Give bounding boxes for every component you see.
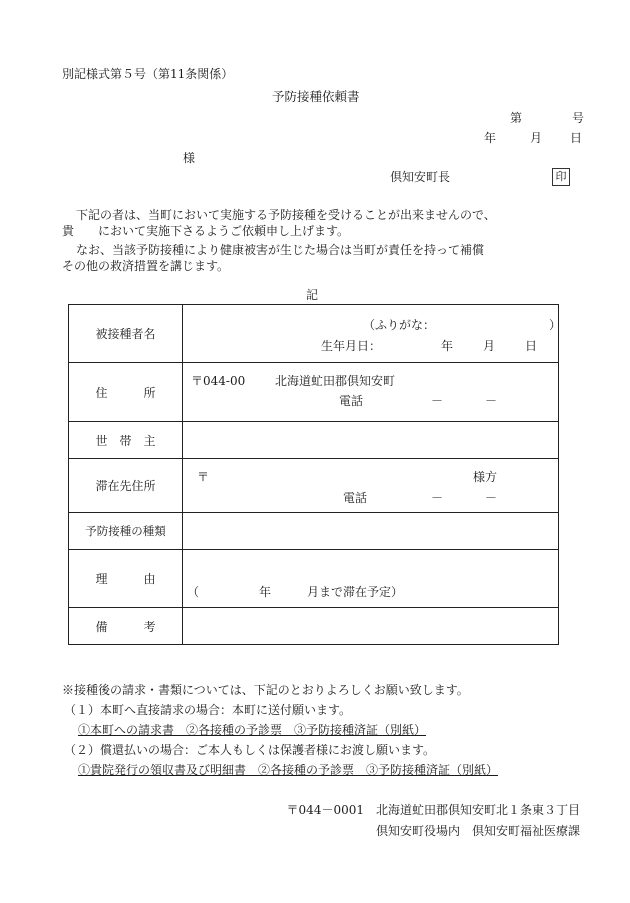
notes-case-1-items: ①本町への請求書 ②各接種の予診票 ③予防接種済証（別紙） (78, 723, 427, 737)
reason-cell[interactable] (183, 550, 559, 608)
row-stay-address (69, 459, 559, 513)
form-number: 別記様式第５号（第11条関係） (62, 67, 234, 81)
patient-name-label: 被接種者名 (69, 305, 183, 363)
phone-label: 電話 (339, 394, 364, 408)
birthdate-label: 生年月日： (321, 339, 382, 353)
notes-case-2-items: ①貴院発行の領収書及び明細書 ②各接種の予診票 ③予防接種済証（別紙） (78, 763, 499, 777)
doc-number-suffix: 号 (572, 111, 585, 125)
notes-intro: ※接種後の請求・書類については、下記のとおりよろしくお願い致します。 (62, 683, 469, 697)
para1-line2: 貴 において実施下さるようご依頼申し上げます。 (62, 224, 350, 238)
row-remarks (69, 608, 559, 645)
date-year: 年 (484, 131, 497, 145)
stay-phone-label: 電話 (343, 491, 368, 505)
request-form-table (68, 304, 562, 645)
stay-address-cell[interactable] (183, 459, 559, 513)
date-day: 日 (570, 131, 583, 145)
stay-address-label: 滞在先住所 (69, 459, 183, 513)
para2-line1: なお、当該予防接種により健康被害が生じた場合は当町が責任を持って補償 (76, 243, 485, 257)
vaccine-type-label: 予防接種の種類 (69, 513, 183, 550)
footer-office: 倶知安町役場内 倶知安町福祉医療課 (375, 824, 580, 838)
stay-phone-dash-1: － (431, 491, 444, 505)
date-month: 月 (530, 131, 543, 145)
address-label: 住 所 (69, 363, 183, 422)
patient-name-cell[interactable] (183, 305, 562, 363)
stay-phone-dash-2: － (485, 491, 498, 505)
doc-number-prefix: 第 (510, 111, 523, 125)
furigana-field: （ふりがな： ） (363, 318, 562, 332)
issuer-name: 倶知安町長 (390, 170, 451, 184)
row-vaccine-type (69, 513, 559, 550)
remarks-cell[interactable] (183, 608, 559, 645)
ki-heading: 記 (306, 288, 319, 302)
birth-month: 月 (483, 339, 496, 353)
postal-code: 〒044-00 (191, 374, 246, 388)
footer-address: 〒044－0001 北海道虻田郡倶知安町北１条東３丁目 (286, 803, 580, 817)
request-paragraph (62, 207, 602, 274)
birth-year: 年 (441, 339, 454, 353)
reason-label: 理 由 (69, 550, 183, 608)
billing-notes (62, 682, 602, 782)
para2-line2: その他の救済措置を講じます。 (62, 259, 230, 273)
addressee-suffix: 様 (183, 151, 196, 165)
document-title: 予防接種依頼書 (272, 89, 360, 104)
row-address (69, 363, 559, 422)
remarks-label: 備 考 (69, 608, 183, 645)
birth-day: 日 (525, 339, 538, 353)
row-reason (69, 550, 559, 608)
row-patient-name (69, 305, 559, 363)
address-value: 北海道虻田郡倶知安町 (275, 374, 396, 388)
stay-sama-kata: 様方 (473, 470, 498, 484)
seal-mark: 印 (552, 168, 570, 186)
reason-stay-period: （ 年 月まで滞在予定） (187, 585, 404, 599)
row-householder (69, 422, 559, 459)
address-cell[interactable] (183, 363, 559, 422)
phone-dash-2: － (485, 394, 498, 408)
householder-label: 世 帯 主 (69, 422, 183, 459)
para1-line1: 下記の者は、当町において実施する予防接種を受けることが出来ませんので、 (76, 208, 496, 222)
stay-postal-mark: 〒 (197, 470, 210, 484)
notes-case-2: （２）償還払いの場合：ご本人もしくは保護者様にお渡し願います。 (64, 743, 436, 757)
phone-dash-1: － (431, 394, 444, 408)
notes-case-1: （１）本町へ直接請求の場合：本町に送付願います。 (64, 703, 352, 717)
householder-cell[interactable] (183, 422, 559, 459)
vaccine-type-cell[interactable] (183, 513, 559, 550)
